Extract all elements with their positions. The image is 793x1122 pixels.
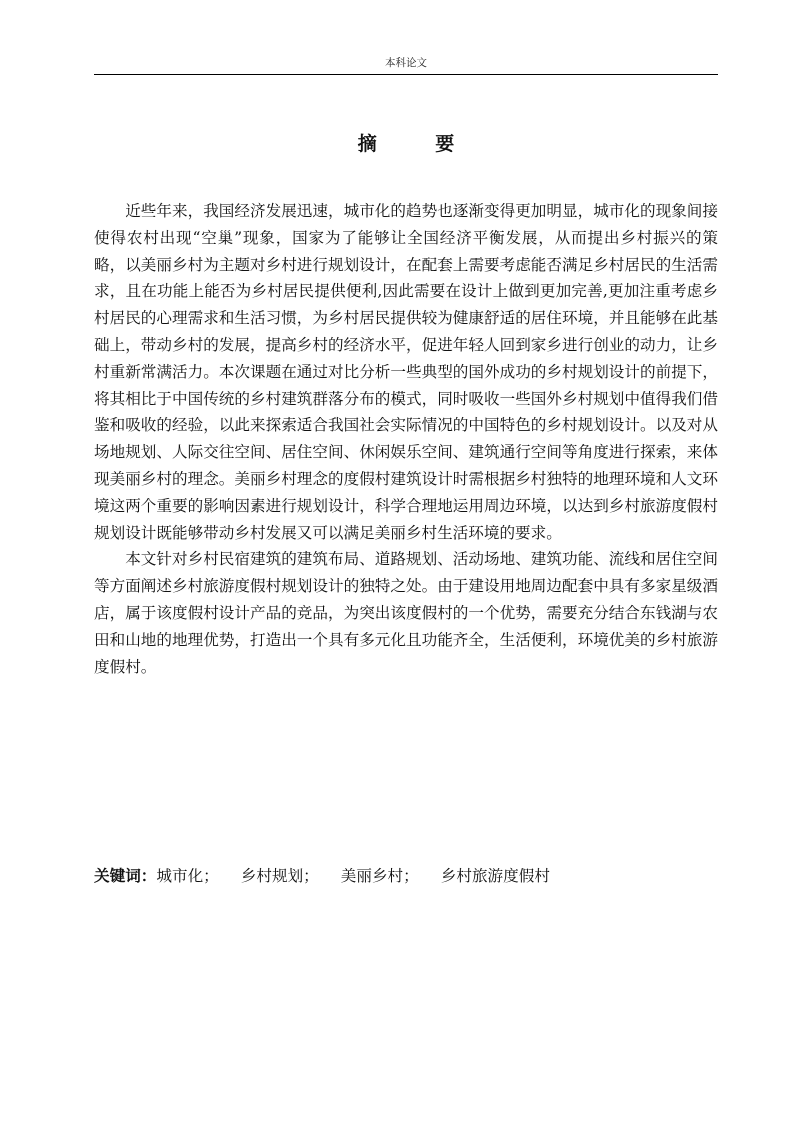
keyword-item: 乡村规划；	[240, 867, 319, 885]
running-header	[94, 56, 718, 75]
keywords-line	[94, 863, 718, 889]
abstract-paragraph-2: 本文针对乡村民宿建筑的建筑布局、道路规划、活动场地、建筑功能、流线和居住空间等方面阐述乡村旅游度假村规划设计的独特之处。由于建设用地周边配套中具有多家星级酒店，属于该度假村设计产品的竞品，为突出该度假村的一个优势，需要充分结合东钱湖与农田和山地的地理优势，打造出一个具有多元化且功能齐全，生活便利，环境优美的乡村旅游度假村。	[94, 550, 718, 676]
abstract-body	[94, 198, 718, 680]
keyword-item: 乡村旅游度假村	[440, 867, 550, 885]
keyword-item: 美丽乡村；	[340, 867, 419, 885]
abstract-paragraph-1: 近些年来，我国经济发展迅速，城市化的趋势也逐渐变得更加明显，城市化的现象间接使得农村出现“空巢”现象，国家为了能够让全国经济平衡发展，从而提出乡村振兴的策略，以美丽乡村为主题对乡村进行规划设计，在配套上需要考虑能否满足乡村居民的生活需求，且在功能上能否为乡村居民提供便利,因此需要在设计上做到更加完善,更加注重考虑乡村居民的心理需求和生活习惯，为乡村居民提供较为健康舒适的居住环境，并且能够在此基础上，带动乡村的发展，提高乡村的经济水平，促进年轻人回到家乡进行创业的动力，让乡村重新常满活力。本次课题在通过对比分析一些典型的国外成功的乡村规划设计的前提下，将其相比于中国传统的乡村建筑群落分布的模式，同时吸收一些国外乡村规划中值得我们借鉴和吸收的经验，以此来探索适合我国社会实际情况的中国特色的乡村规划设计。以及对从场地规划、人际交往空间、居住空间、休闲娱乐空间、建筑通行空间等角度进行探索，来体现美丽乡村的理念。美丽乡村理念的度假村建筑设计时需根据乡村独特的地理环境和人文环境这两个重要的影响因素进行规划设计，科学合理地运用周边环境，以达到乡村旅游度假村规划设计既能够带动乡村发展又可以满足美丽乡村生活环境的要求。	[94, 202, 718, 542]
keyword-item: 城市化；	[156, 867, 219, 885]
abstract-title: 摘 要	[357, 133, 481, 155]
running-header-title: 本科论文	[385, 57, 427, 69]
keywords-label: 关键词：	[94, 866, 157, 885]
